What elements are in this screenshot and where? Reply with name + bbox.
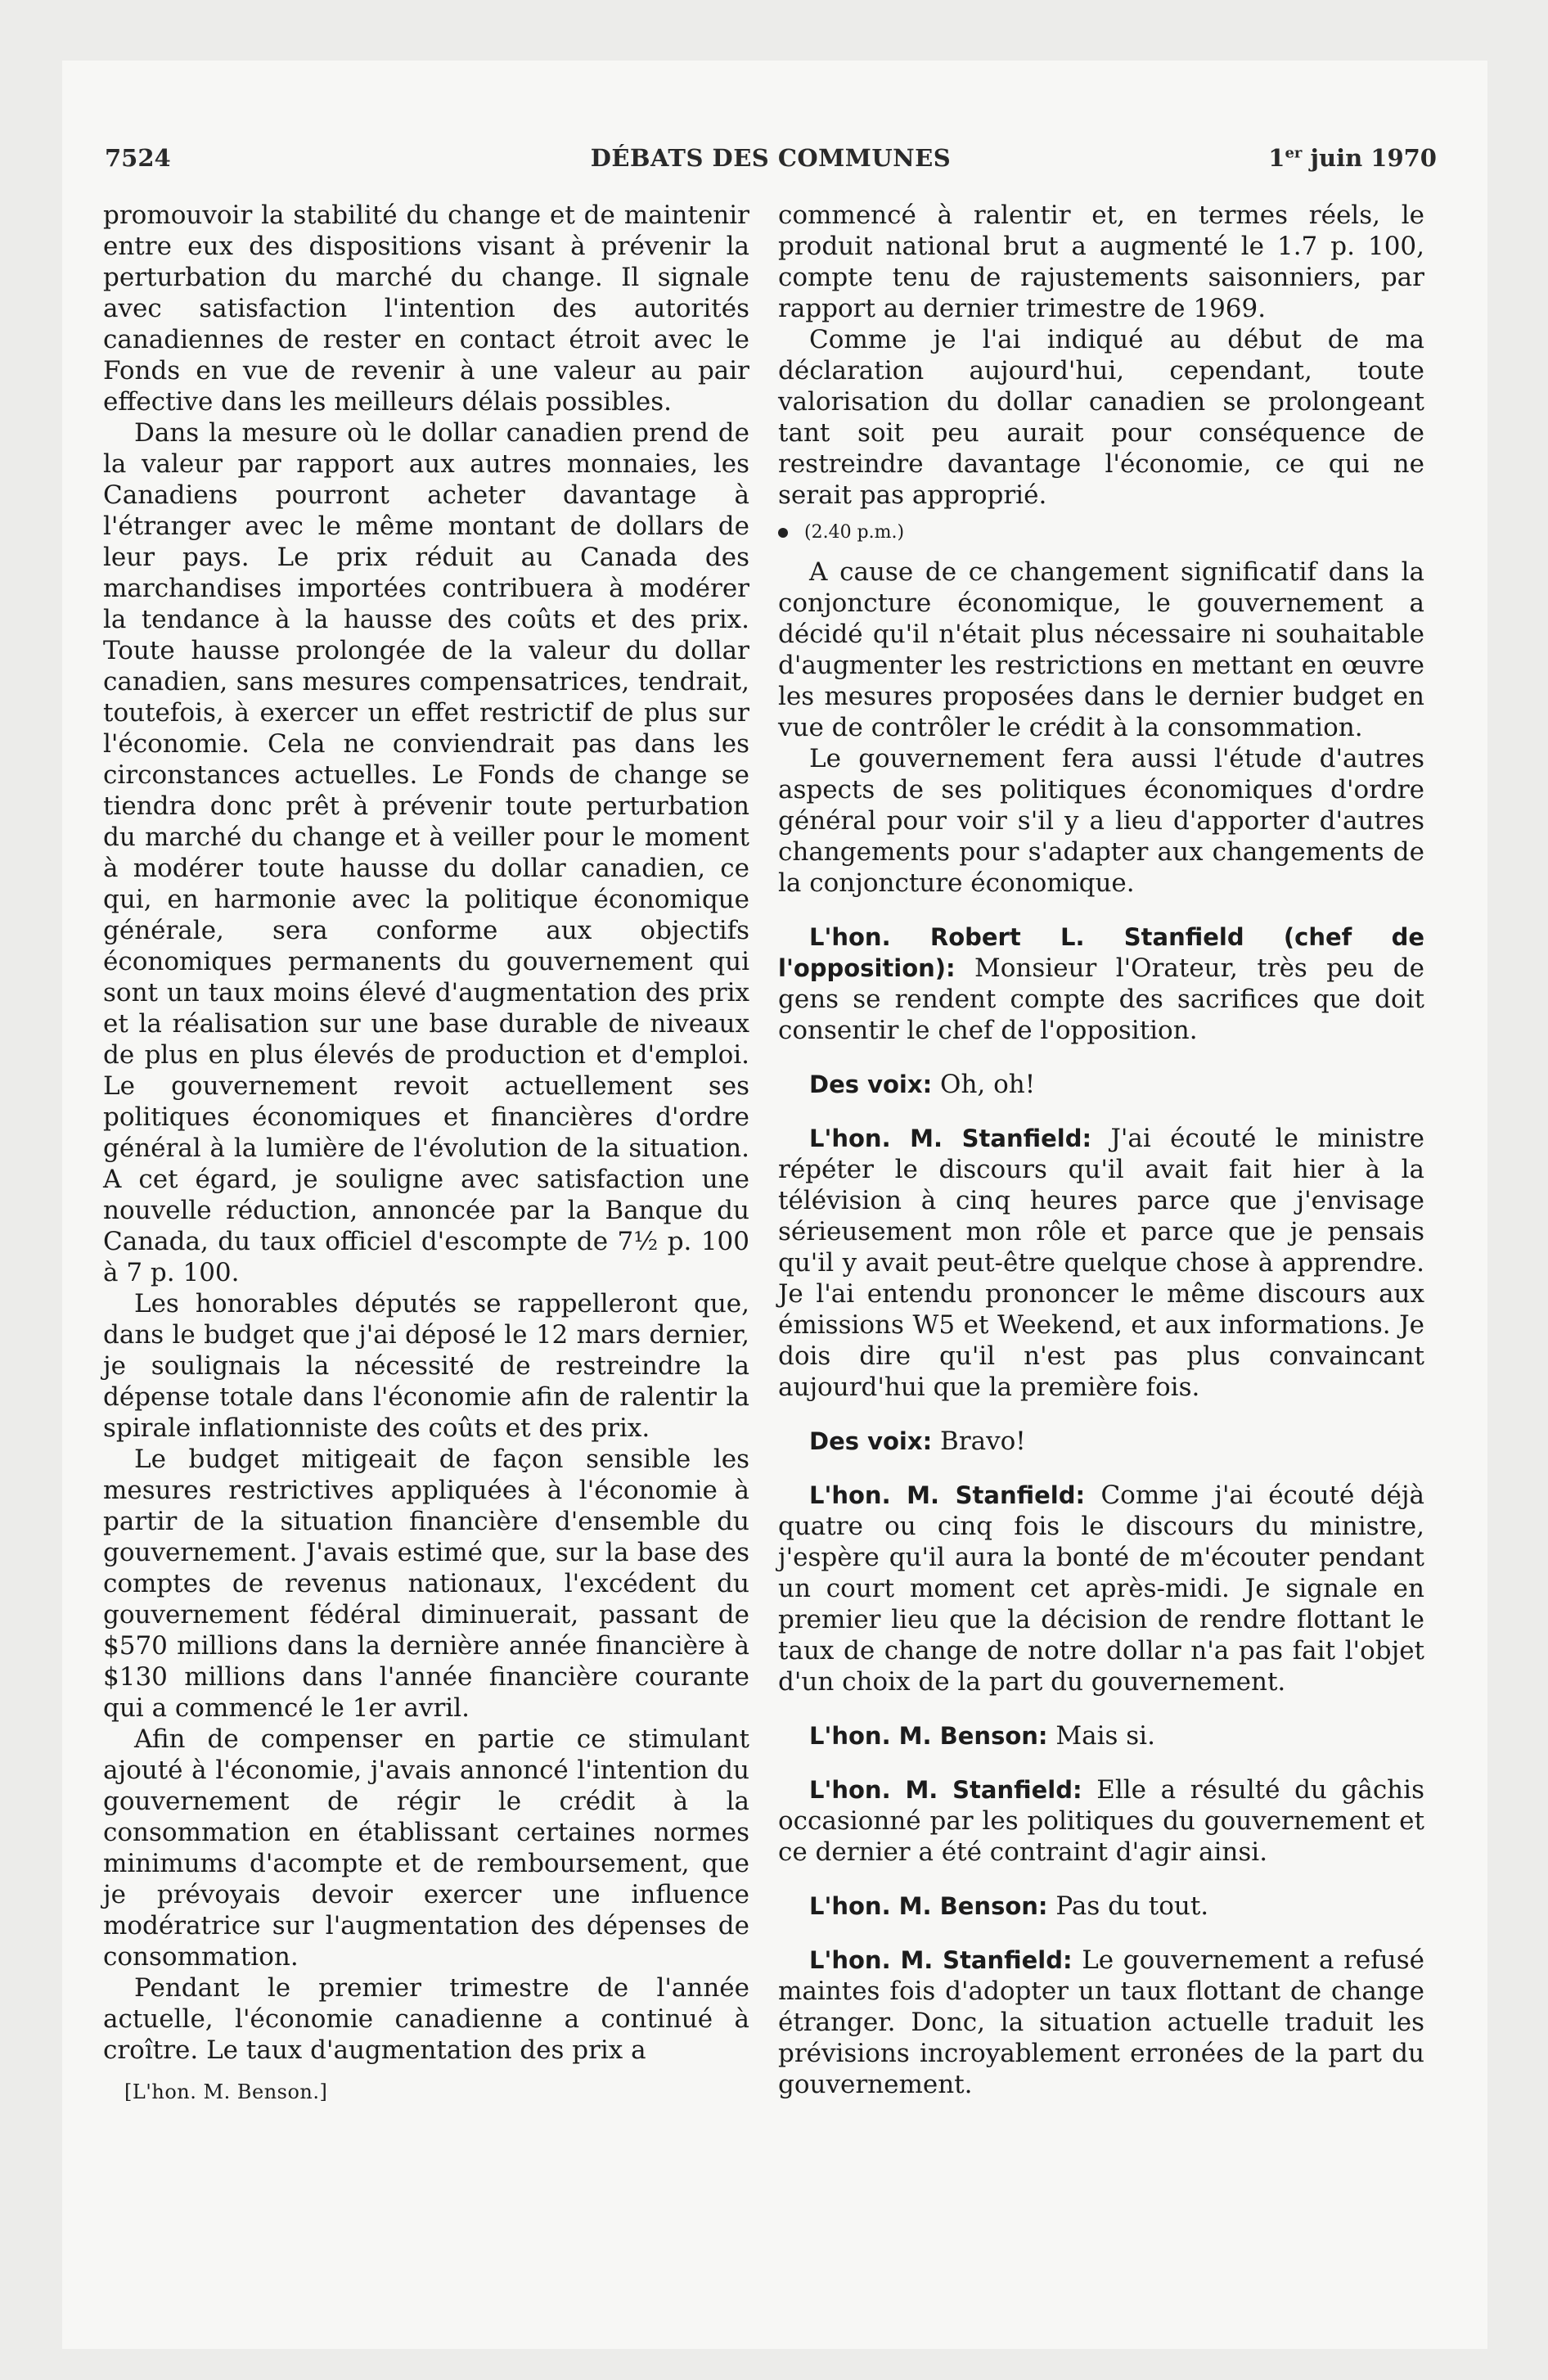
paragraph: A cause de ce changement significatif dans la conjoncture économique, le gouvernement a décidé qu'il n'était plus nécessaire ni souhaitable d'augmenter les restrictions en mettant en œuvre les mesures proposées dans le dernier budget en vue de contrôler le crédit à la consommation. xyxy=(778,557,1424,742)
speech-text: Elle a résulté du gâchis occasionné par les politiques du gouvernement et ce dernier a été contraint d'agir ainsi. xyxy=(778,1775,1424,1867)
speech-text: Le gouvernement a refusé maintes fois d'adopter un taux flottant de change étranger. Donc, la situation actuelle traduit les prévisions incroyablement erronées de la part du gouvernement. xyxy=(778,1945,1424,2099)
speech-text: Oh, oh! xyxy=(932,1070,1036,1099)
page-number: 7524 xyxy=(105,144,171,172)
speech-entry xyxy=(778,1891,1424,1922)
speaker-name: L'hon. M. Benson: xyxy=(809,1722,1048,1750)
speaker-name: L'hon. M. Stanfield: xyxy=(809,1946,1073,1974)
speech-entry xyxy=(778,1069,1424,1100)
speaker-name: L'hon. M. Stanfield: xyxy=(809,1125,1092,1152)
paragraph: Comme je l'ai indiqué au début de ma déclaration aujourd'hui, cependant, toute valorisation du dollar canadien se prolongeant tant soit peu aurait pour conséquence de restreindre davantage l'économie, ce qui ne serait pas approprié. xyxy=(778,325,1424,510)
page-title: DÉBATS DES COMMUNES xyxy=(590,144,952,172)
speaker-name: Des voix: xyxy=(809,1427,933,1455)
speaker-name: L'hon. M. Stanfield: xyxy=(809,1481,1086,1509)
speech-text: Mais si. xyxy=(1047,1721,1155,1751)
speech-entry xyxy=(778,1774,1424,1868)
page-date: 1er juin 1970 xyxy=(1268,144,1437,172)
speech-entry xyxy=(778,1123,1424,1403)
speaker-attribution: [L'hon. M. Benson.] xyxy=(124,2080,328,2103)
paragraph: Le budget mitigeait de façon sensible les mesures restrictives appliquées à l'économie à partir de la situation financière d'ensemble du gouvernement. J'avais estimé que, sur la base des comptes de revenus nationaux, l'excédent du gouvernement fédéral diminuerait, passant de $570 millions dans la dernière année financière à $130 millions dans l'année financière courante qui a commencé le 1er avril. xyxy=(103,1445,749,1723)
speech-entry xyxy=(778,922,1424,1046)
paragraph: Dans la mesure où le dollar canadien prend de la valeur par rapport aux autres monnaies, les Canadiens pourront acheter davantage à l'étranger avec le même montant de dollars de leur pays. Le prix réduit au Canada des marchandises importées contribuera à modérer la tendance à la hausse des coûts et des prix. Toute hausse prolongée de la valeur du dollar canadien, sans mesures compensatrices, tendrait, toutefois, à exercer un effet restrictif de plus sur l'économie. Cela ne conviendrait pas dans les circonstances actuelles. Le Fonds de change se tiendra donc prêt à prévenir toute perturbation du marché du change et à veiller pour le moment à modérer toute hausse du dollar canadien, ce qui, en harmonie avec la politique économique générale, sera conforme aux objectifs économiques permanents du gouvernement qui sont un taux moins élevé d'augmentation des prix et la réalisation sur une base durable de niveaux de plus en plus élevés de production et d'emploi. Le gouvernement revoit actuellement ses politiques économiques et financières d'ordre général à la lumière de l'évolution de la situation. A cet égard, je souligne avec satisfaction une nouvelle réduction, annoncée par la Banque du Canada, du taux officiel d'escompte de 7½ p. 100 à 7 p. 100. xyxy=(103,418,749,1287)
speech-text: J'ai écouté le ministre répéter le discours qu'il avait fait hier à la télévision à cinq heures parce que j'envisage sérieusement mon rôle et parce que je pensais qu'il y avait peut-être quelque chose à apprendre. Je l'ai entendu prononcer le même discours aux émissions W5 et Weekend, et aux informations. Je dois dire qu'il n'est pas plus convaincant aujourd'hui que la première fois. xyxy=(778,1124,1424,1402)
speech-text: Monsieur l'Orateur, très peu de gens se rendent compte des sacrifices que doit consentir le chef de l'opposition. xyxy=(778,953,1424,1045)
bullet-icon xyxy=(778,528,788,538)
time-stamp: (2.40 p.m.) xyxy=(804,522,905,543)
paragraph: promouvoir la stabilité du change et de maintenir entre eux des dispositions visant à prévenir la perturbation du marché du change. Il signale avec satisfaction l'intention des autorités canadiennes de rester en contact étroit avec le Fonds en vue de revenir à une valeur au pair effective dans les meilleurs délais possibles. xyxy=(103,201,749,417)
speech-text: Comme j'ai écouté déjà quatre ou cinq fois le discours du ministre, j'espère qu'il aura la bonté de m'écouter pendant un court moment cet après-midi. Je signale en premier lieu que la décision de rendre flottant le taux de change de notre dollar n'a pas fait l'objet d'un choix de la part du gouvernement. xyxy=(778,1481,1424,1697)
paragraph: Pendant le premier trimestre de l'année actuelle, l'économie canadienne a continué à croître. Le taux d'augmentation des prix a xyxy=(103,1973,749,2065)
speech-entry xyxy=(778,1426,1424,1457)
left-column xyxy=(103,200,749,2066)
page-header xyxy=(105,144,1437,180)
paragraph: commencé à ralentir et, en termes réels, le produit national brut a augmenté le 1.7 p. 100, compte tenu de rajustements saisonniers, par rapport au dernier trimestre de 1969. xyxy=(778,201,1424,323)
right-column xyxy=(778,200,1424,2100)
paragraph: Afin de compenser en partie ce stimulant ajouté à l'économie, j'avais annoncé l'intention du gouvernement de régir le crédit à la consommation en établissant certaines normes minimums d'acompte et de remboursement, que je prévoyais devoir exercer une influence modératrice sur l'augmentation des dépenses de consommation. xyxy=(103,1724,749,1972)
speaker-name: L'hon. Robert L. Stanfield (chef de l'opposition): xyxy=(778,923,1424,982)
speaker-name: Des voix: xyxy=(809,1071,933,1098)
time-marker xyxy=(778,517,1424,548)
speech-entry xyxy=(778,1945,1424,2100)
paragraph: Les honorables députés se rappelleront que, dans le budget que j'ai déposé le 12 mars dernier, je soulignais la nécessité de restreindre la dépense totale dans l'économie afin de ralentir la spirale inflationniste des coûts et des prix. xyxy=(103,1289,749,1443)
speech-text: Pas du tout. xyxy=(1047,1891,1209,1921)
speaker-name: L'hon. M. Benson: xyxy=(809,1892,1048,1920)
speech-text: Bravo! xyxy=(932,1427,1026,1456)
speech-entry xyxy=(778,1720,1424,1751)
speaker-name: L'hon. M. Stanfield: xyxy=(809,1776,1082,1804)
paragraph: Le gouvernement fera aussi l'étude d'autres aspects de ses politiques économiques d'ordre général pour voir s'il y a lieu d'apporter d'autres changements pour s'adapter aux changements de la conjoncture économique. xyxy=(778,744,1424,898)
speech-entry xyxy=(778,1480,1424,1697)
